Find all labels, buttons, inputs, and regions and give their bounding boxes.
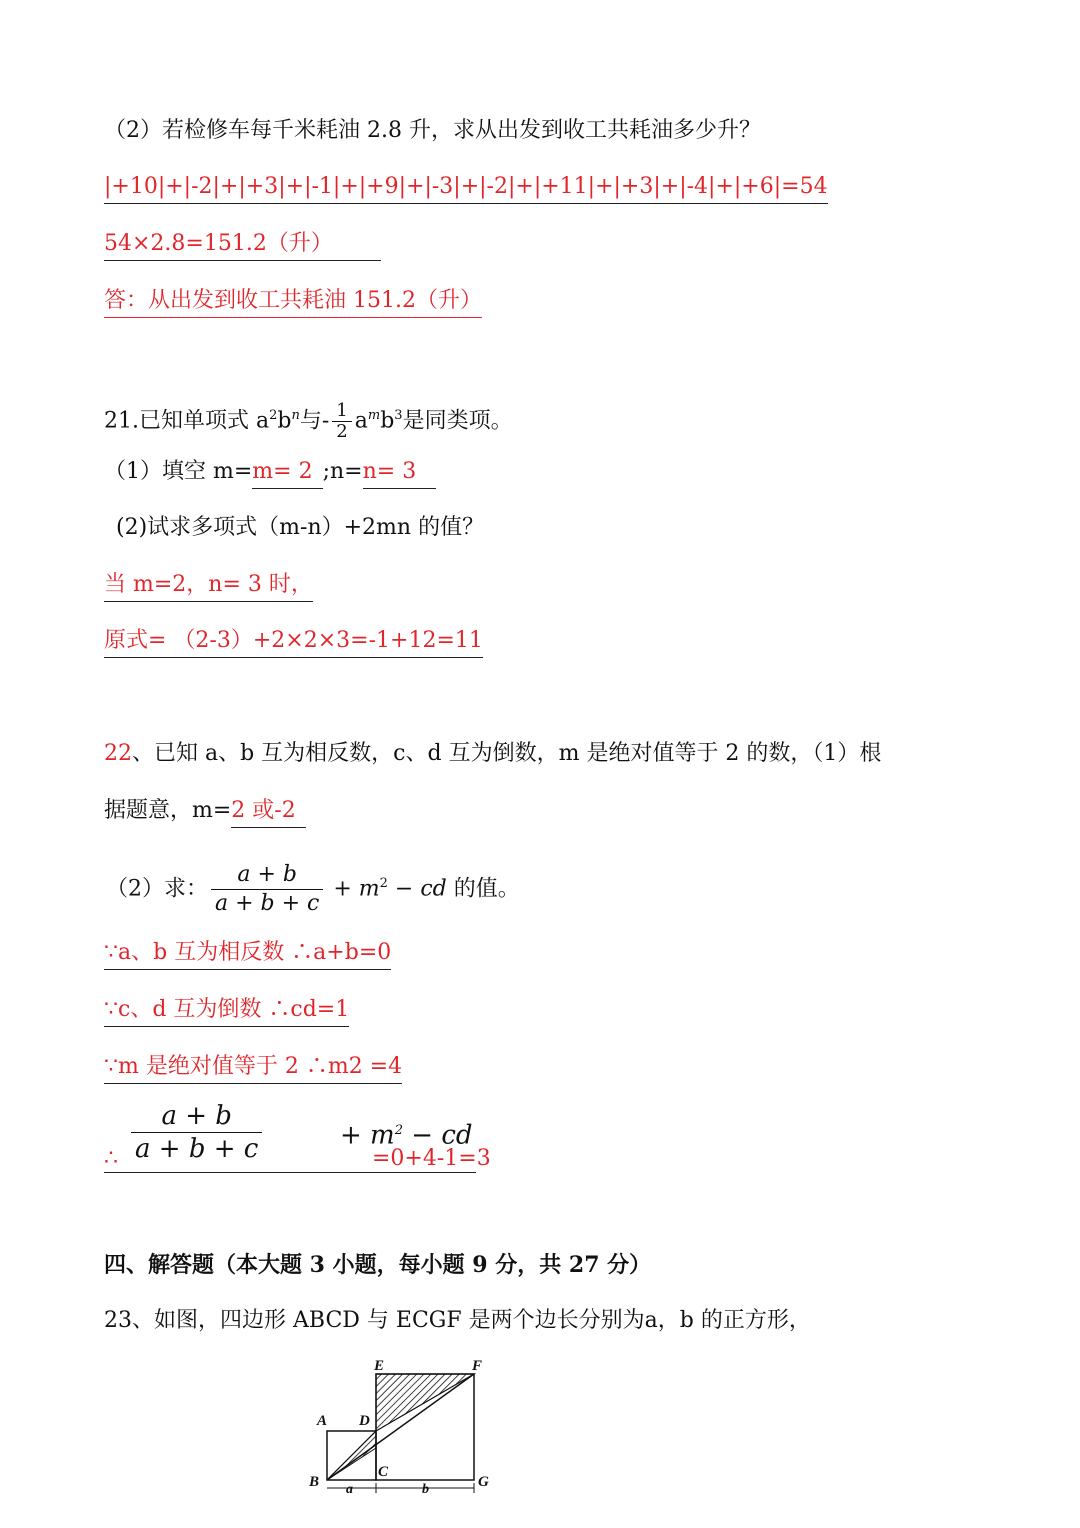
label-a-vertex: A <box>317 1413 328 1429</box>
label-d-vertex: D <box>359 1413 370 1429</box>
q20-part2-question: （2）若检修车每千米耗油 2.8 升，求从出发到收工共耗油多少升？ <box>104 118 761 143</box>
q22-step1: ∵a、b 互为相反数 ∴a+b=0 <box>104 938 391 970</box>
label-side-b: b <box>422 1482 429 1497</box>
q20-sum-line: |+10|+|-2|+|+3|+|-1|+|+9|+|-3|+|-2|+|+11|+|+3|+|-4|+|+6|=54 <box>104 172 828 204</box>
expression-fraction: $\frac{a + b}{a + b + c}$ <box>211 861 323 918</box>
q21-m-answer: m= 2 <box>252 457 322 489</box>
q21-part1: （1）填空 m=m= 2;n=n= 3 <box>104 457 436 489</box>
q22-step3: ∵m 是绝对值等于 2 ∴m2 =4 <box>104 1052 402 1084</box>
label-g-vertex: G <box>478 1474 489 1490</box>
shaded-triangle <box>376 1374 474 1431</box>
q21-n-answer: n= 3 <box>363 457 437 489</box>
q23-text: 23、如图，四边形 ABCD 与 ECGF 是两个边长分别为a，b 的正方形， <box>104 1308 811 1333</box>
q22-step2: ∵c、d 互为倒数 ∴cd=1 <box>104 995 349 1027</box>
label-f-vertex: F <box>472 1358 483 1374</box>
q22-part2: （2）求： $\frac{a + b}{a + b + c}$ + $m^2$ − cd 的值。 <box>106 861 520 916</box>
q20-calc-line: 54×2.8=151.2（升） <box>104 229 381 261</box>
label-side-a: a <box>346 1482 353 1497</box>
q21-when-line: 当 m=2，n= 3 时， <box>104 570 313 602</box>
section4-heading: 四、解答题（本大题 3 小题，每小题 9 分，共 27 分） <box>104 1252 652 1278</box>
label-c-vertex: C <box>378 1464 389 1480</box>
q22-m-answer: 2 或-2 <box>231 796 305 828</box>
q21-intro: 21.已知单项式 $a^2b^n$与- $\frac{1}{2}$ $a^mb^3$是同类项。 <box>104 399 513 442</box>
q21-result-line: 原式= （2-3）+2×2×3=-1+12=11 <box>104 626 483 658</box>
fraction-half: $\frac{1}{2}$ <box>332 401 351 442</box>
q22-text-line1: 22、已知 a、b 互为相反数，c、d 互为倒数，m 是绝对值等于 2 的数，（1）根 <box>104 741 882 766</box>
line-bd <box>327 1431 376 1480</box>
q22-text-line2: 据题意，m=2 或-2 <box>104 796 306 828</box>
q22-final-line: ∴ $\frac{a + b}{a + b + c}$ + $m^2$ − cd =0+4-1=3 <box>104 1101 491 1171</box>
label-b-vertex: B <box>309 1474 320 1490</box>
final-fraction: $\frac{a + b}{a + b + c}$ <box>131 1100 262 1165</box>
q20-answer-line: 答：从出发到收工共耗油 151.2（升） <box>104 286 482 318</box>
q21-part2: (2)试求多项式（m-n）+2mn 的值？ <box>116 515 485 540</box>
square-figure <box>305 1358 505 1498</box>
label-e-vertex: E <box>374 1358 385 1374</box>
